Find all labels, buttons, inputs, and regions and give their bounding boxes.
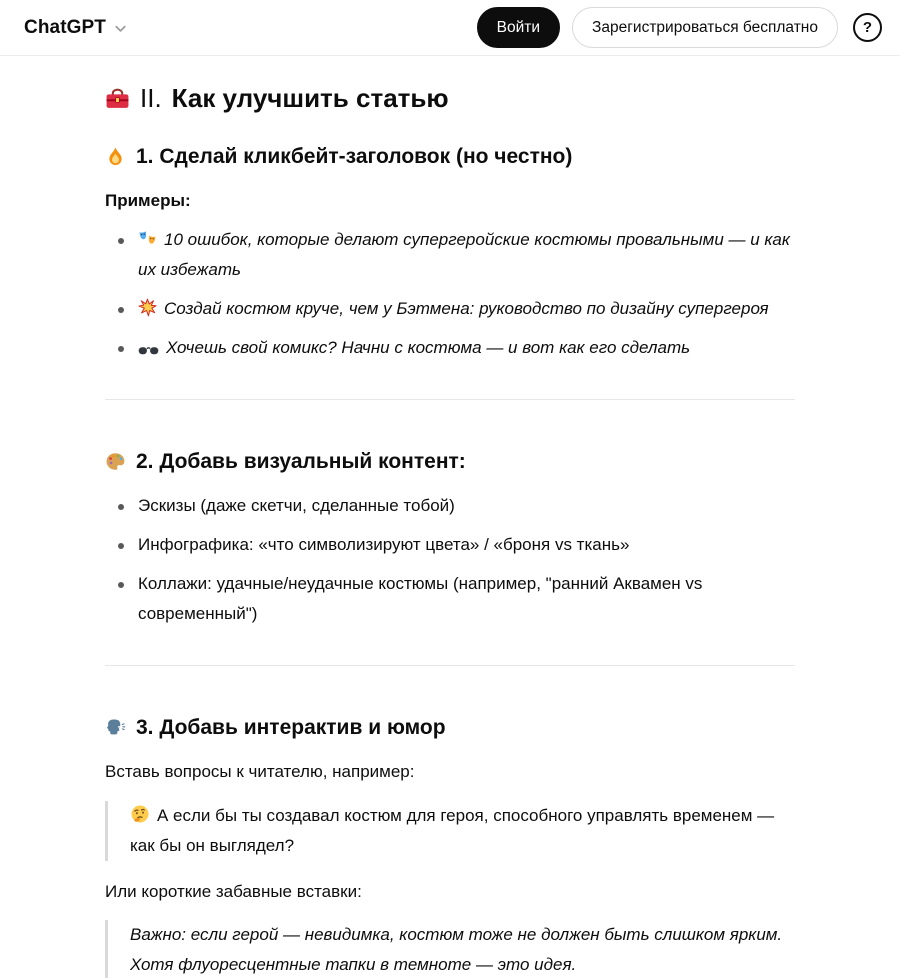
performing-arts-masks-emoji-icon xyxy=(138,229,157,248)
section-divider xyxy=(105,665,795,666)
section-2-heading xyxy=(105,448,795,475)
list-item xyxy=(105,569,795,629)
brand-title: ChatGPT xyxy=(24,16,106,38)
list-item-text: Хочешь свой комикс? Начни с костюма — и вот как его сделать xyxy=(166,337,691,357)
list-item xyxy=(105,491,795,521)
chevron-down-icon xyxy=(113,21,128,36)
section-3-heading-text: 3. Добавь интерактив и юмор xyxy=(136,715,446,739)
section-1-heading xyxy=(105,143,795,170)
examples-label: Примеры: xyxy=(105,191,191,211)
speaking-head-emoji-icon xyxy=(105,717,126,738)
collision-emoji-icon xyxy=(138,298,157,317)
top-bar xyxy=(0,0,900,56)
dark-sunglasses-emoji-icon xyxy=(138,346,159,356)
list-item-text: Создай костюм круче, чем у Бэтмена: руководство по дизайну супергероя xyxy=(164,298,769,318)
funny-inserts-intro: Или короткие забавные вставки: xyxy=(105,881,362,901)
login-button[interactable]: Войти xyxy=(477,7,560,48)
signup-button[interactable]: Зарегистрироваться бесплатно xyxy=(572,7,838,48)
auth-actions xyxy=(477,7,882,48)
help-icon[interactable]: ? xyxy=(853,13,882,42)
thinking-face-emoji-icon xyxy=(130,804,150,824)
list-item xyxy=(105,294,795,324)
section-1-heading-text: 1. Сделай кликбейт-заголовок (но честно) xyxy=(136,144,573,168)
section-3-heading xyxy=(105,714,795,741)
page-title-text: Как улучшить статью xyxy=(171,83,449,113)
fire-emoji-icon xyxy=(105,146,126,167)
list-item-text: Коллажи: удачные/неудачные костюмы (например, "ранний Аквамен vs современный") xyxy=(138,573,703,623)
visual-content-list xyxy=(105,491,795,629)
page-title xyxy=(105,82,795,116)
interactive-intro: Вставь вопросы к читателю, например: xyxy=(105,761,415,781)
model-switcher[interactable] xyxy=(24,17,128,39)
list-item-text: 10 ошибок, которые делают супергеройские костюмы провальными — и как их избежать xyxy=(138,230,790,279)
reader-question-quote xyxy=(105,801,795,861)
quote-text: А если бы ты создавал костюм для героя, способного управлять временем — как бы он выглядел? xyxy=(130,805,775,855)
section-divider xyxy=(105,399,795,400)
section-2-heading-text: 2. Добавь визуальный контент: xyxy=(136,449,466,473)
list-item-text: Инфографика: «что символизируют цвета» / «броня vs ткань» xyxy=(138,534,630,554)
clickbait-examples-list xyxy=(105,225,795,363)
list-item xyxy=(105,333,795,363)
chat-message-content xyxy=(105,56,795,978)
quote-text: Важно: если герой — невидимка, костюм тоже не должен быть слишком ярким. Хотя флуоресцентные тапки в темноте — это идея. xyxy=(130,925,783,975)
list-item-text: Эскизы (даже скетчи, сделанные тобой) xyxy=(138,495,455,515)
funny-insert-quote xyxy=(105,920,795,978)
list-item xyxy=(105,530,795,560)
artist-palette-emoji-icon xyxy=(105,451,126,472)
page-title-prefix: II. xyxy=(140,83,162,113)
list-item xyxy=(105,225,795,285)
toolbox-emoji-icon xyxy=(105,86,130,111)
